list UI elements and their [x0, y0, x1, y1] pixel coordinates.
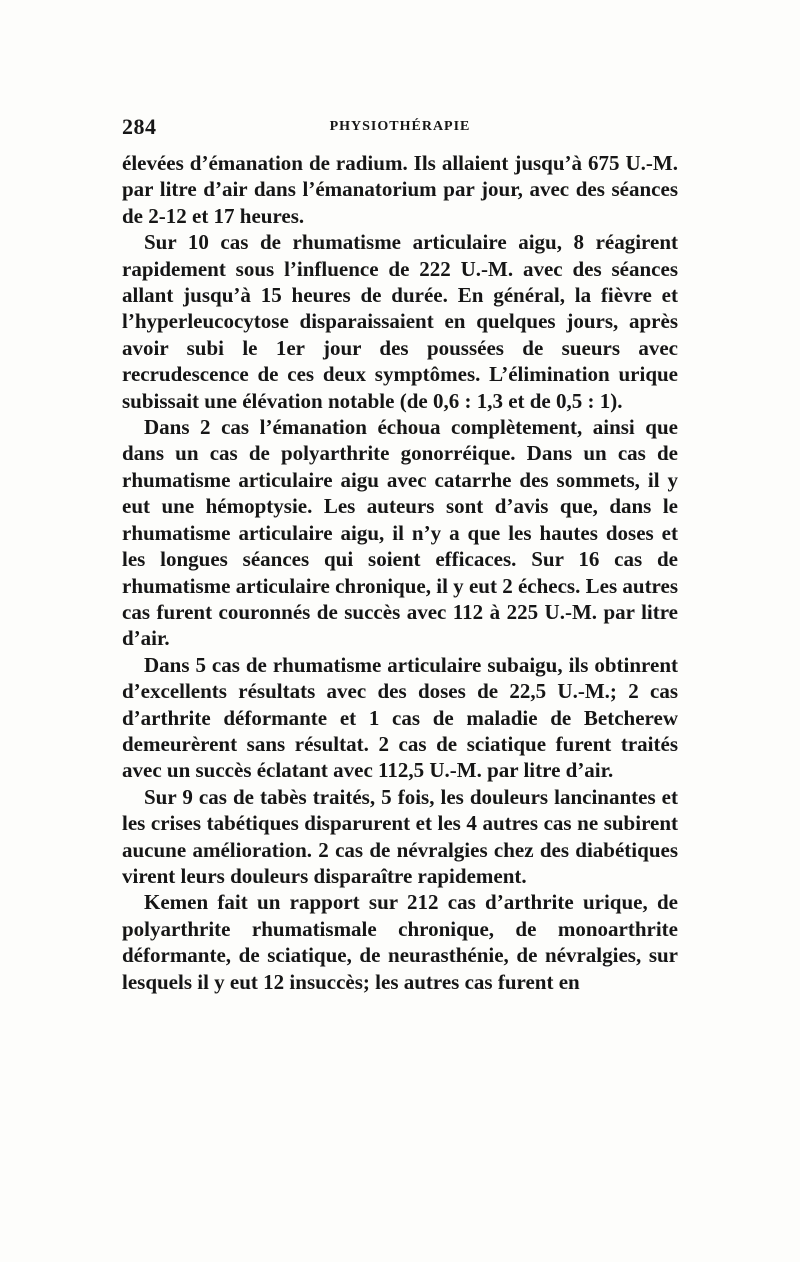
paragraph-4: Dans 5 cas de rhumatisme articulaire subaigu, ils obtinrent d’excellents résultats avec des doses de 22,5 U.-M.; 2 cas d’arthrite déformante et 1 cas de maladie de Betcherew demeurèrent sans résultat. 2 cas de sciatique furent traités avec un succès éclatant avec 112,5 U.-M. par litre d’air.	[122, 652, 678, 783]
paragraph-3: Dans 2 cas l’émanation échoua complètement, ainsi que dans un cas de polyarthrite gonorréique. Dans un cas de rhumatisme articulaire aigu avec catarrhe des sommets, il y eut une hémoptysie. Les auteurs sont d’avis que, dans le rhumatisme articulaire aigu, il n’y a que les hautes doses et les longues séances qui soient efficaces. Sur 16 cas de rhumatisme articulaire chronique, il y eut 2 échecs. Les autres cas furent couronnés de succès avec 112 à 225 U.-M. par litre d’air.	[122, 415, 678, 651]
page-number: 284	[122, 114, 157, 139]
paragraph-2: Sur 10 cas de rhumatisme articulaire aigu, 8 réagirent rapidement sous l’influence de 222 U.-M. avec des séances allant jusqu’à 15 heures de durée. En général, la fièvre et l’hyperleucocytose disparaissaient en quelques jours, après avoir subi le 1er jour des poussées de sueurs avec recrudescence de ces deux symptômes. L’élimination urique subissait une élévation notable (de 0,6 : 1,3 et de 0,5 : 1).	[122, 230, 678, 413]
body-text	[122, 150, 678, 995]
paragraph-5: Sur 9 cas de tabès traités, 5 fois, les douleurs lancinantes et les crises tabétiques disparurent et les 4 autres cas ne subirent aucune amélioration. 2 cas de névralgies chez des diabétiques virent leurs douleurs disparaître rapidement.	[122, 784, 678, 888]
running-title: PHYSIOTHÉRAPIE	[329, 119, 471, 134]
page-header	[122, 114, 678, 140]
paragraph-1: élevées d’émanation de radium. Ils allaient jusqu’à 675 U.-M. par litre d’air dans l’émanatorium par jour, avec des séances de 2-12 et 17 heures.	[122, 151, 678, 228]
paragraph-6: Kemen fait un rapport sur 212 cas d’arthrite urique, de polyarthrite rhumatismale chronique, de monoarthrite déformante, de sciatique, de neurasthénie, de névralgies, sur lesquels il y eut 12 insuccès; les autres cas furent en	[122, 890, 678, 994]
